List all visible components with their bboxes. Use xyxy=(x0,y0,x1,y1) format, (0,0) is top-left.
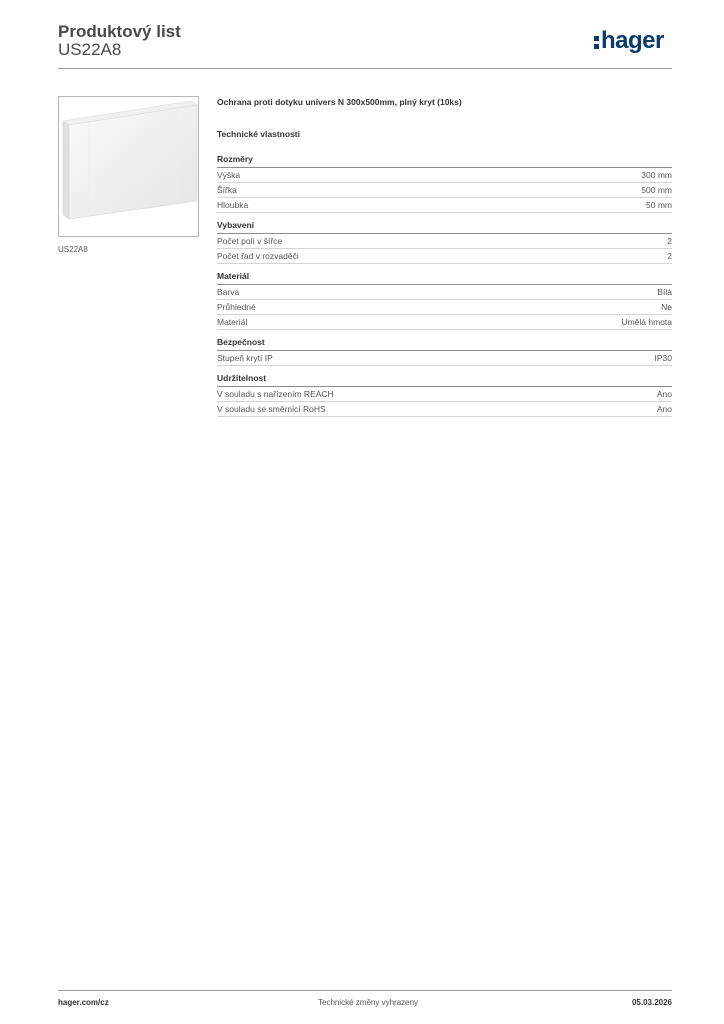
spec-row xyxy=(217,234,672,249)
spec-label: V souladu se směrnicí RoHS xyxy=(217,404,326,414)
spec-row xyxy=(217,315,672,330)
spec-panel xyxy=(217,96,672,424)
spec-value: Ne xyxy=(661,302,672,312)
product-cover-image xyxy=(59,97,200,238)
footer-divider xyxy=(58,990,672,991)
product-name: Ochrana proti dotyku univers N 300x500mm, plný kryt (10ks) xyxy=(217,97,462,107)
spec-row xyxy=(217,168,672,183)
spec-row xyxy=(217,285,672,300)
section-title: Rozměry xyxy=(217,154,672,168)
section-sustainability xyxy=(217,373,672,417)
spec-label: Počet polí v šířce xyxy=(217,236,283,246)
spec-value: Umělá hmota xyxy=(621,317,672,327)
product-image xyxy=(58,96,199,237)
spec-value: Ano xyxy=(656,404,672,414)
footer-date: 05.03.2026 xyxy=(631,998,672,1007)
section-safety xyxy=(217,337,672,366)
spec-row xyxy=(217,198,672,213)
section-title: Vybavení xyxy=(217,220,672,234)
page-title: Produktový list xyxy=(58,22,181,41)
spec-value: Bílá xyxy=(657,287,672,297)
hager-logo xyxy=(594,28,664,54)
spec-label: V souladu s nařízením REACH xyxy=(217,389,334,399)
header-divider xyxy=(58,68,672,69)
technical-properties-title: Technické vlastnosti xyxy=(217,129,300,139)
spec-value: IP30 xyxy=(654,353,672,363)
section-title: Materiál xyxy=(217,271,672,285)
spec-label: Počet řad v rozvaděči xyxy=(217,251,299,261)
spec-label: Výška xyxy=(217,170,241,180)
spec-value: 2 xyxy=(667,236,672,246)
spec-label: Stupeň krytí IP xyxy=(217,353,273,363)
footer-website-link[interactable]: hager.com/cz xyxy=(58,998,109,1007)
spec-label: Šířka xyxy=(217,185,237,195)
spec-row xyxy=(217,183,672,198)
spec-row xyxy=(217,351,672,366)
image-caption: US22A8 xyxy=(58,245,88,254)
spec-label: Barva xyxy=(217,287,240,297)
spec-value: 2 xyxy=(667,251,672,261)
spec-value: 500 mm xyxy=(641,185,672,195)
spec-row xyxy=(217,402,672,417)
section-title: Udržitelnost xyxy=(217,373,672,387)
spec-value: 300 mm xyxy=(641,170,672,180)
spec-value: 50 mm xyxy=(646,200,672,210)
section-title: Bezpečnost xyxy=(217,337,672,351)
spec-row xyxy=(217,300,672,315)
spec-label: Hloubka xyxy=(217,200,249,210)
section-dimensions xyxy=(217,154,672,213)
section-equipment xyxy=(217,220,672,264)
spec-row xyxy=(217,249,672,264)
section-material xyxy=(217,271,672,330)
logo-text: hager xyxy=(601,27,664,54)
product-code: US22A8 xyxy=(58,40,122,59)
spec-value: Ano xyxy=(656,389,672,399)
spec-label: Materiál xyxy=(217,317,248,327)
logo-dots-icon xyxy=(594,28,600,54)
spec-row xyxy=(217,387,672,402)
spec-label: Průhledné xyxy=(217,302,256,312)
footer-notice: Technické změny vyhrazeny xyxy=(318,998,419,1007)
